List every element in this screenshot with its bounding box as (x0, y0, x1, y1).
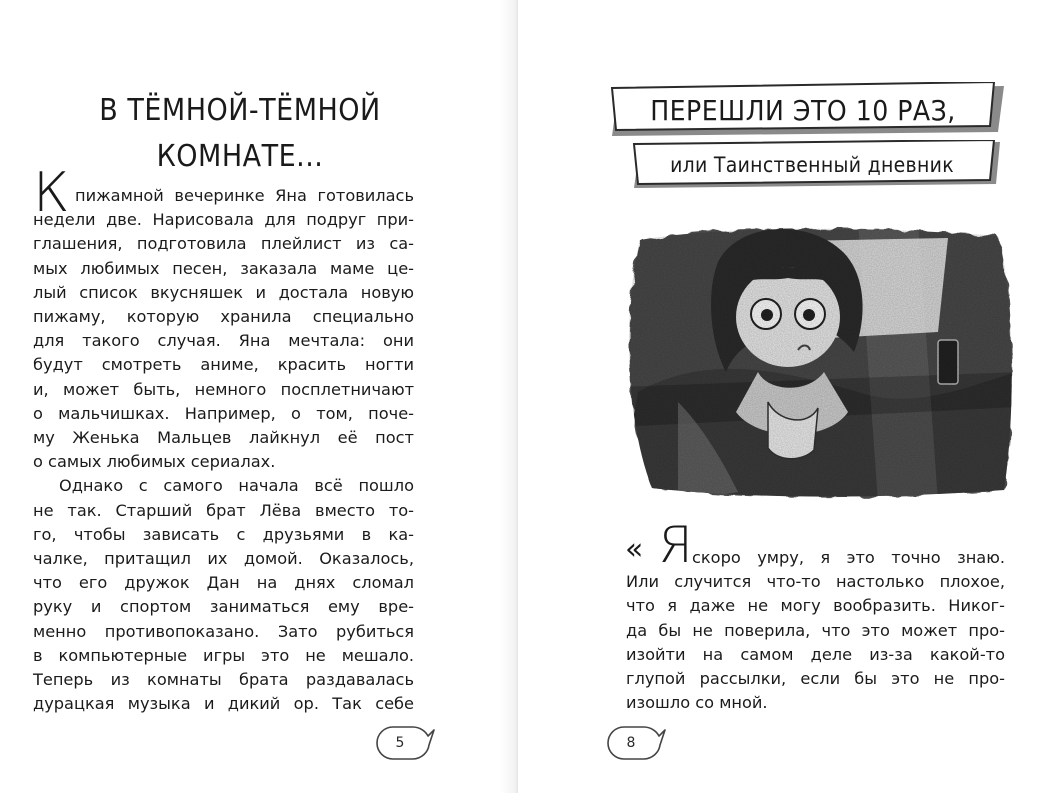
chapter-title-main: ПЕРЕШЛИ ЭТО 10 РАЗ, (650, 93, 956, 127)
text-line: да бы не поверила, что это может про- (626, 620, 1005, 640)
chapter-banner-sub (630, 140, 1002, 190)
text-line: Или случится что-то настолько плохое, (626, 572, 1005, 592)
text-line: Теперь из комнаты брата раздавалась (33, 670, 414, 690)
text-line: в компьютерные игры это не мешало. (33, 645, 414, 665)
text-line: пижамной вечеринке Яна готовилась (75, 186, 414, 205)
text-line: изойти на самом деле из-за какой-то (626, 644, 1005, 664)
text-line: Однако с самого начала всё пошло (59, 476, 414, 496)
text-line: не так. Старший брат Лёва вместо то- (33, 500, 414, 520)
chapter-title-line-1: В ТЁМНОЙ-ТЁМНОЙ (99, 93, 381, 128)
page-number-bubble (373, 724, 435, 764)
girl-in-bed-illustration (618, 222, 1018, 502)
right-body-text (626, 546, 1005, 715)
text-line: глашения, подготовила плейлист из са- (33, 234, 414, 254)
page-number: 5 (395, 735, 405, 751)
opening-quote: « (625, 532, 644, 567)
drop-cap: Я (658, 516, 693, 574)
chapter-title-sub: или Таинственный дневник (670, 153, 954, 177)
left-page (0, 0, 518, 793)
text-line: пижаму, которую хранила специально (33, 307, 414, 327)
text-line: чалке, притащил их домой. Оказалось, (33, 549, 414, 569)
text-line: о самых любимых сериалах. (33, 452, 276, 472)
page-number-bubble (604, 724, 666, 764)
text-line: мых любимых песен, заказала маме це- (33, 258, 414, 278)
text-line: что я даже не могу вообразить. Никог- (626, 596, 1005, 616)
illustration-image-icon (618, 222, 1018, 502)
text-line: для такого случая. Яна мечтала: они (33, 331, 414, 351)
text-line: го, чтобы зависать с друзьями в ка- (33, 524, 414, 544)
text-line: глупой рассылки, если бы это не про- (626, 669, 1005, 689)
page-number: 8 (626, 735, 636, 751)
text-line: и, может быть, немного посплетничают (33, 379, 414, 399)
text-line: о мальчишках. Например, о том, поче- (33, 403, 414, 423)
drop-cap: К (33, 161, 70, 224)
text-line: будут смотреть аниме, красить ногти (33, 355, 414, 375)
text-line: изошло со мной. (626, 693, 768, 713)
left-body-text (33, 184, 414, 716)
chapter-title (60, 88, 420, 180)
text-line: скоро умру, я это точно знаю. (692, 548, 1005, 567)
chapter-title-line-2: КОМНАТЕ... (156, 139, 324, 174)
right-page (518, 0, 1042, 793)
text-line: что его дружок Дан на днях сломал (33, 573, 414, 593)
text-line: недели две. Нарисовала для подруг при- (33, 210, 414, 230)
text-line: менно противопоказано. Зато рубиться (33, 621, 414, 641)
text-line: дурацкая музыка и дикий ор. Так себе (33, 694, 414, 714)
text-line: руку и спортом заниматься ему вре- (33, 597, 414, 617)
chapter-banner-main (608, 82, 1008, 138)
text-line: лый список вкусняшек и достала новую (33, 282, 414, 302)
text-line: му Женька Мальцев лайкнул её пост (33, 428, 414, 448)
